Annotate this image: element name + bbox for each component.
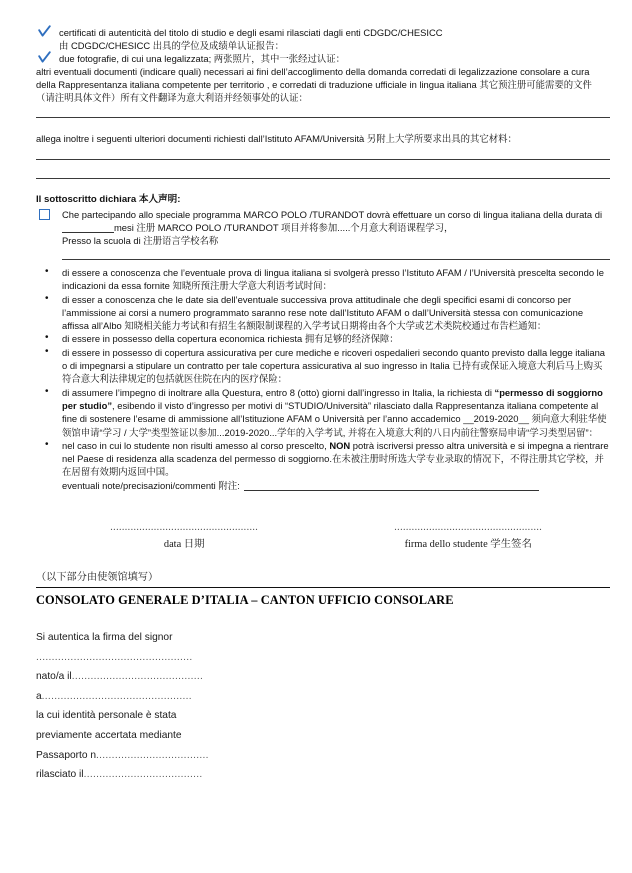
auth-born-dots[interactable]: .......................................... [71, 671, 204, 683]
check-mark-icon [38, 51, 52, 65]
auth-place-label: a [36, 690, 42, 702]
auth-passport-label: Passaporto n [36, 749, 97, 761]
list-item: • di essere a conoscenza che l’eventuale prova di lingua italiana si svolgerà presso l’Istituto AFAM / l’Università prescelta secondo le indicazioni da essa fornite 知晓所预注册大学意大利语考试时间： [36, 266, 610, 293]
checkbox-marco-polo[interactable] [39, 209, 50, 220]
signature-zone [36, 522, 610, 550]
fill-line[interactable] [36, 178, 610, 179]
list-item: • di esser a conoscenza che le date sia dell’eventuale successiva prova attitudinale che degli specifici esami di concorso per l’ammissione ai corsi a numero programmato saranno rese note dall’Istituto AFAM o dall’Università stessa con comunicazione affissa all’Albo 知晓相关能力考试和有招生名额限制课程的入学考试日期将由各个大学或艺术类院校通过布告栏通知： [36, 293, 610, 333]
signature-student-block [326, 522, 610, 550]
auth-name-dots[interactable]: .................................................. [36, 651, 193, 663]
attachments-paragraph: altri eventuali documenti (indicare quali) necessari ai fini dell’accoglimento della domanda corredati di legalizzazione consolare a cura della Rappresentanza italiana competente per territorio , e corredati di traduzione ufficiale in lingua italiana 其它预注册可能需要的文件（请注明具体文件）所有文件翻译为意大利语并经领事处的认证： [36, 66, 592, 104]
checkbox-text-part2: mesi 注册 MARCO POLO /TURANDOT 项目并将参加.....个月意大利语课程学习， [114, 221, 454, 233]
consulate-title: CONSOLATO GENERALE D’ITALIA – CANTON UFFICIO CONSOLARE [36, 592, 454, 607]
notadm-text-bold: NON [329, 439, 351, 451]
further-docs-label: allega inoltre i seguenti ulteriori documenti richiesti dall’Istituto AFAM/Università 另附上大学所要求出具的其它材料： [36, 132, 517, 144]
student-caption: firma dello studente 学生签名 [404, 538, 532, 550]
auth-line-issued [36, 765, 610, 785]
notes-input-line[interactable] [244, 490, 539, 491]
attachment-line-zh: 由 CDGDC/CHESICC 出具的学位及成绩单认证报告： [59, 40, 285, 52]
auth-line-identity2: previamente accertata mediante [36, 729, 182, 741]
checkbox-school-line: Presso la scuola di 注册语言学校名称 [62, 234, 219, 246]
checkbox-text [62, 208, 610, 234]
notes-row [36, 479, 610, 492]
auth-line-place [36, 687, 610, 707]
permit-text-post: , esibendo il visto d’ingresso per motivi di “STUDIO/Università” rilasciato dalla Rappresentanza italiana competente al fine di sostenere l’esame di ammissione all’Istituzione AFAM o Università per l’anno accademico __2019-2020__ 须向意大利驻华使领馆申请“学习 / 大学”类型签证以参加...2019-2020...学年的入学考试, 并将在入境意大利的八日内前往警察局申请“学习类型居留”： [62, 399, 607, 438]
marco-polo-checkbox-row[interactable] [36, 208, 610, 247]
attachment-line-it: due fotografie, di cui una legalizzata; 两张照片，其中一张经过认证： [59, 53, 346, 65]
permit-text-bold: “permesso di soggiorno per studio” [62, 386, 603, 411]
declaration-bullets [36, 266, 610, 479]
auth-born-label: nato/a il [36, 671, 72, 683]
list-item-not-admitted [36, 439, 610, 479]
consulate-fill-note: （以下部分由使领馆填写） [36, 571, 159, 583]
attachment-line-it: certificati di autenticità del titolo di studio e degli esami rilasciati dagli enti CDGDC/CHESICC [59, 27, 443, 38]
auth-line-born [36, 667, 610, 687]
attachment-item [36, 52, 610, 65]
check-mark-icon [38, 25, 52, 39]
auth-line-identity1: la cui identità personale è stata [36, 710, 177, 722]
section-divider [36, 587, 610, 588]
list-item: • di essere in possesso di copertura assicurativa per cure mediche e ricoveri ospedalieri secondo quanto previsto dalla legge italiana o di impegnarsi a stipulare un contratto per tale copertura assicurativa al suo ingresso in Italia 已持有或保证入境意大利后马上购买符合意大利法律规定的包括就医住院在内的医疗保险： [36, 346, 610, 386]
auth-passport-dots[interactable]: .................................... [96, 749, 209, 761]
permit-text-pre: di assumere l’impegno di inoltrare alla Questura, entro 8 (otto) giorni dall’ingresso in Italia, la richiesta di [62, 386, 495, 398]
declaration-heading: Il sottoscritto dichiara 本人声明: [36, 193, 181, 205]
signature-date-block [62, 522, 306, 550]
notadm-text-pre: nel caso in cui lo studente non risulti amesso al corso prescelto, [62, 439, 330, 451]
auth-place-dots[interactable]: ................................................ [41, 690, 192, 702]
authentication-block [36, 628, 610, 785]
attachments-section [36, 26, 610, 105]
list-item-permit [36, 386, 610, 439]
auth-issued-label: rilasciato il [36, 769, 84, 781]
attachment-item [36, 26, 610, 52]
auth-line-passport [36, 746, 610, 766]
auth-issued-dots[interactable]: ...................................... [83, 769, 203, 781]
notes-label: eventuali note/precisazioni/commenti 附注: [62, 479, 240, 491]
auth-line-signor: Si autentica la firma del signor [36, 631, 173, 643]
notadm-text-post: potrà iscriversi presso altra università e si impegna a rientrare nel Paese di residenza alla scadenza del permesso di soggiorno.在未被注册时所选大学专业录取的情况下，不得注册其它学校，并在居留有效期内返回中国。 [62, 439, 609, 478]
list-item: • di essere in possesso della copertura economica richiesta 拥有足够的经济保障： [36, 332, 610, 345]
date-caption: data 日期 [163, 538, 205, 550]
duration-blank-field[interactable] [62, 232, 114, 233]
date-dotted-line[interactable]: ................................................... [110, 521, 259, 533]
checkbox-text-part1: Che partecipando allo speciale programma MARCO POLO /TURANDOT dovrà effettuare un corso di lingua italiana della durata di [62, 208, 603, 220]
student-dotted-line[interactable]: ................................................... [394, 521, 543, 533]
